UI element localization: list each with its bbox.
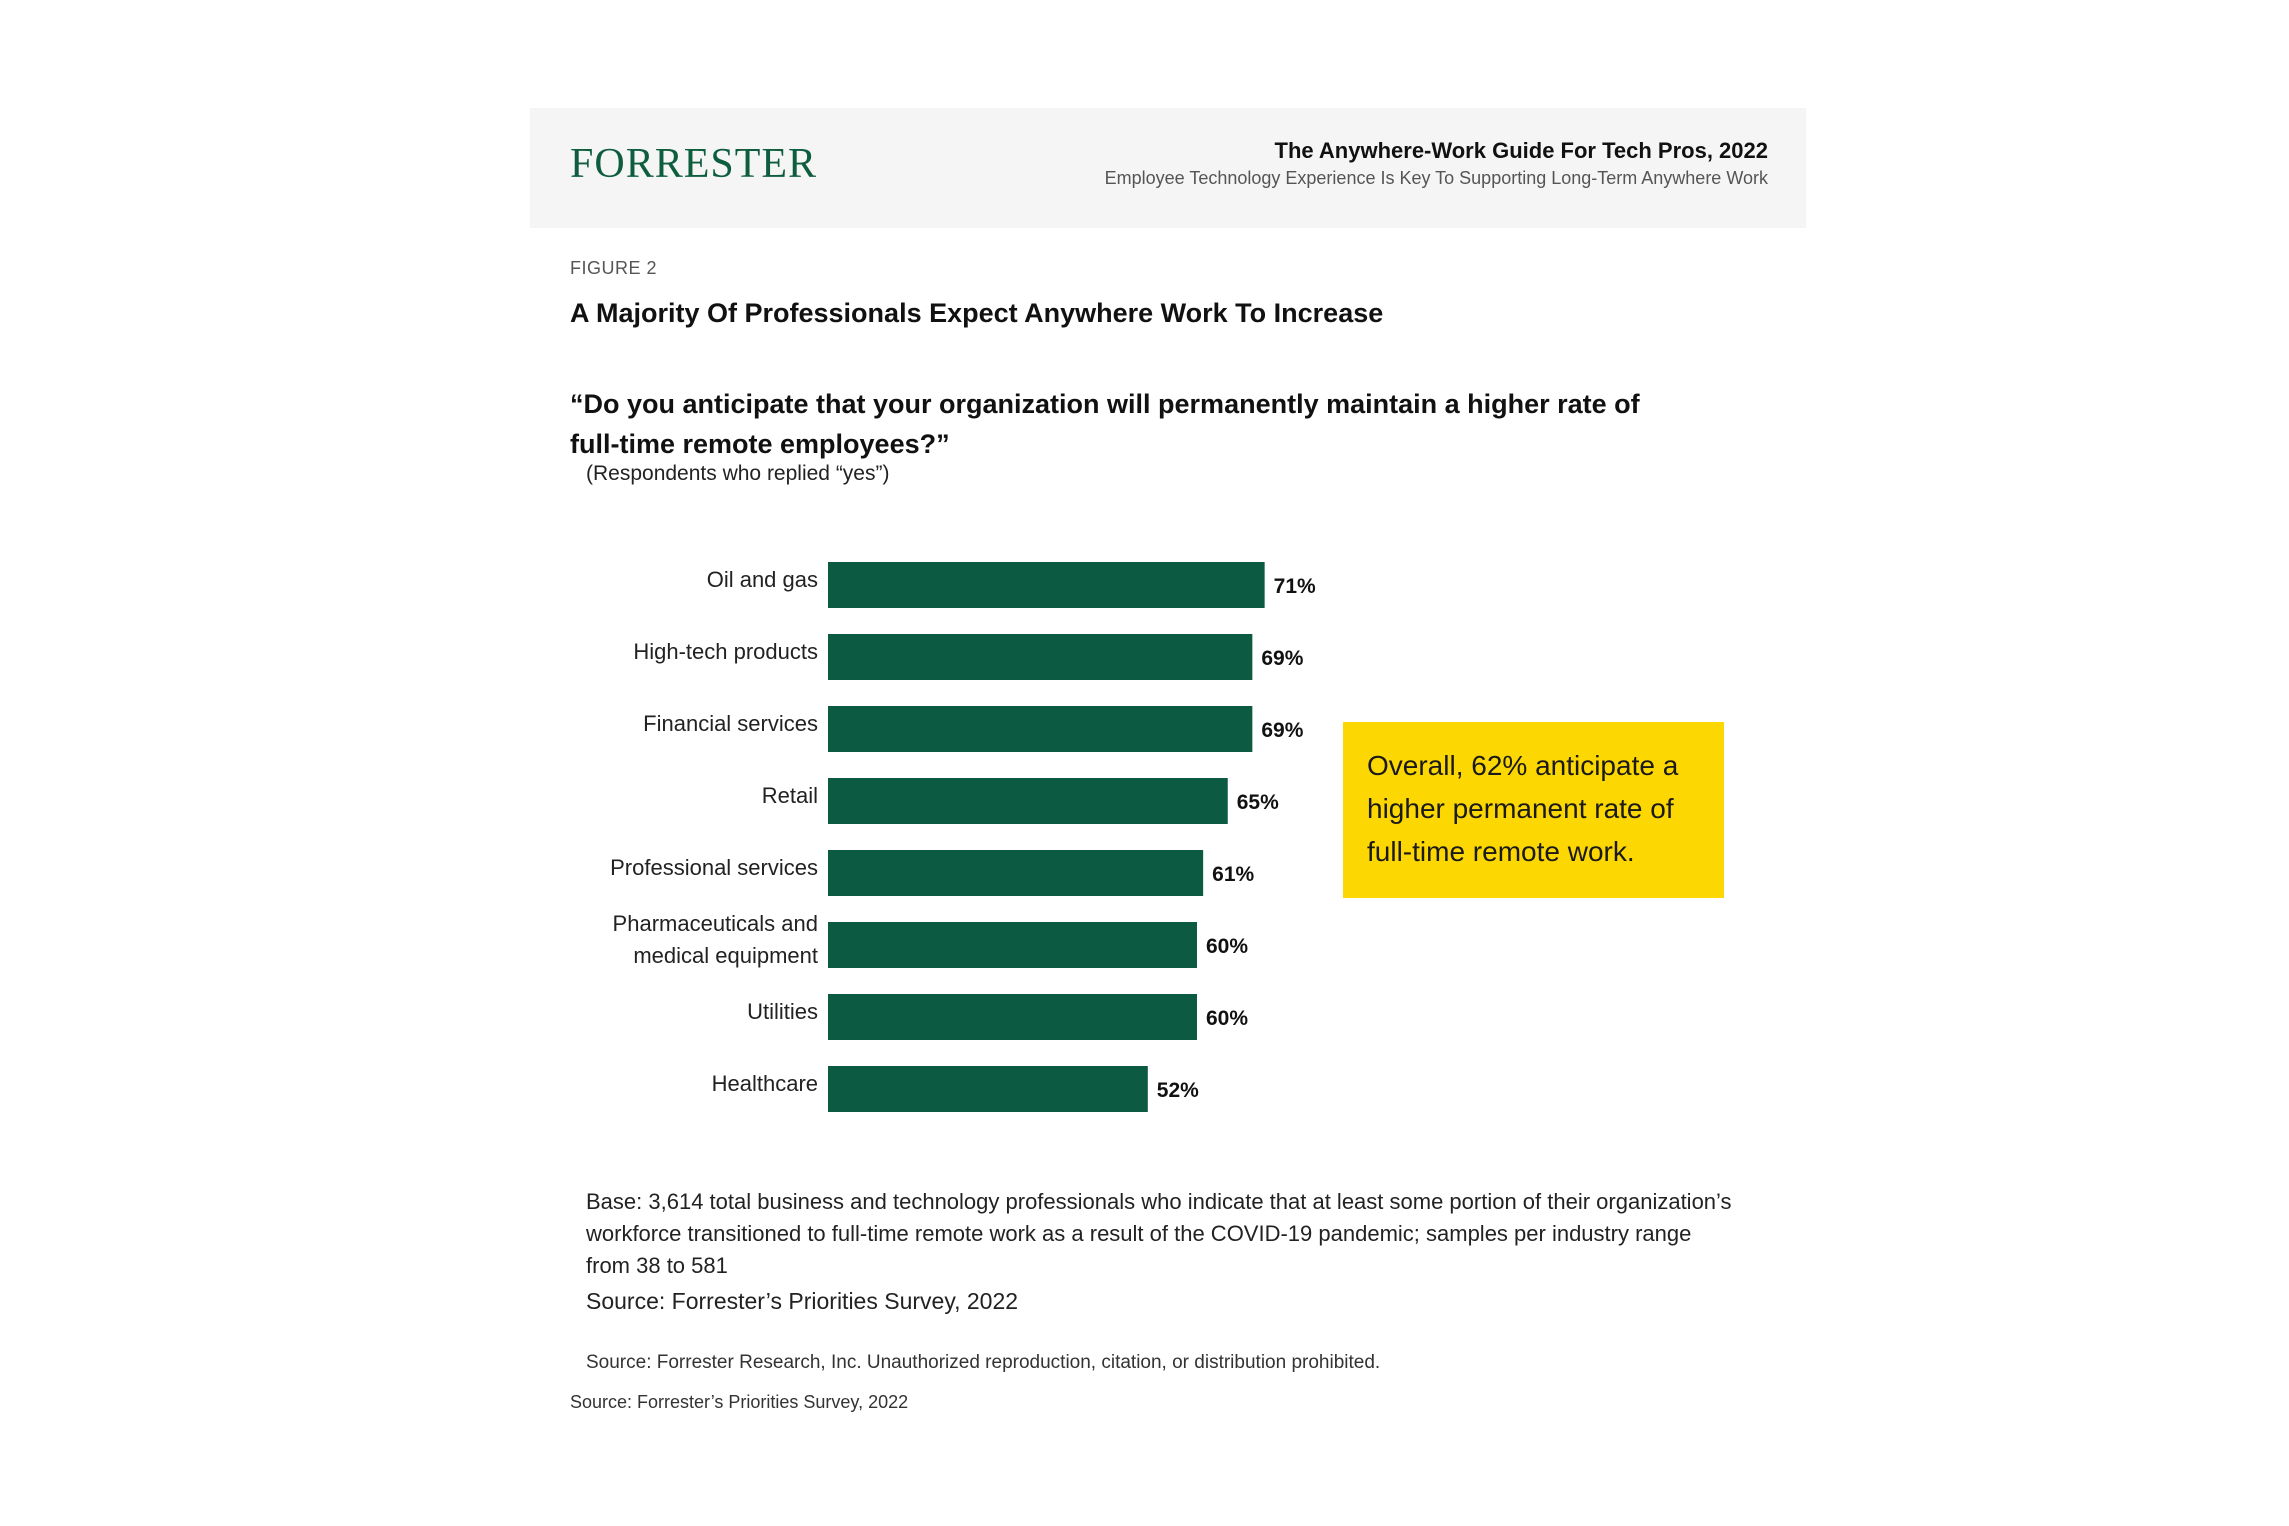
- figure-title: A Majority Of Professionals Expect Anywhere Work To Increase: [570, 298, 1384, 328]
- outer-source: Source: Forrester’s Priorities Survey, 2022: [570, 1392, 909, 1412]
- bar-value-label: 60%: [1206, 1007, 1249, 1030]
- bar-value-label: 61%: [1212, 863, 1255, 886]
- survey-question-note: (Respondents who replied “yes”): [586, 462, 890, 485]
- copyright-note: Source: Forrester Research, Inc. Unauthorized reproduction, citation, or distribution prohibited.: [586, 1352, 1381, 1373]
- bar-chart: [560, 540, 1340, 1130]
- category-label: High-tech products: [633, 639, 818, 664]
- bar: [828, 922, 1197, 968]
- bar-value-label: 65%: [1236, 791, 1279, 814]
- survey-source: Source: Forrester’s Priorities Survey, 2022: [586, 1288, 1019, 1314]
- category-label: Oil and gas: [706, 567, 818, 592]
- bar: [828, 634, 1252, 680]
- bar-value-label: 52%: [1156, 1079, 1199, 1102]
- bar: [828, 706, 1252, 752]
- forrester-logo: FORRESTER: [570, 141, 818, 187]
- category-label: Retail: [761, 783, 818, 808]
- base-note: Base: 3,614 total business and technology professionals who indicate that at least some portion of their organization’s workforce transitioned to full-time remote work as a result of the COVID-19 pandemic; samples per industry range from 38 to 581: [586, 1189, 1732, 1278]
- bar: [828, 778, 1228, 824]
- bar-value-label: 69%: [1261, 719, 1304, 742]
- survey-question: “Do you anticipate that your organization will permanently maintain a higher rate of full-time remote employees?”: [570, 389, 1640, 459]
- bar-value-label: 69%: [1261, 647, 1304, 670]
- bar: [828, 850, 1203, 896]
- report-title: The Anywhere-Work Guide For Tech Pros, 2022: [1274, 138, 1768, 163]
- category-label: Utilities: [747, 999, 818, 1024]
- report-header: [530, 108, 1806, 228]
- bar: [828, 1066, 1148, 1112]
- bar-value-label: 60%: [1206, 935, 1249, 958]
- report-subtitle: Employee Technology Experience Is Key To Supporting Long-Term Anywhere Work: [1104, 168, 1768, 188]
- callout-text: Overall, 62% anticipate a higher permanent rate of full-time remote work.: [1367, 750, 1679, 867]
- category-label: Pharmaceuticals and medical equipment: [612, 911, 818, 968]
- bar-value-label: 71%: [1273, 575, 1316, 598]
- overall-callout: [1343, 722, 1724, 898]
- figure-label: FIGURE 2: [570, 258, 658, 278]
- bar: [828, 562, 1265, 608]
- category-label: Financial services: [643, 711, 818, 736]
- bar: [828, 994, 1197, 1040]
- category-label: Healthcare: [711, 1071, 818, 1096]
- category-label: Professional services: [610, 855, 818, 880]
